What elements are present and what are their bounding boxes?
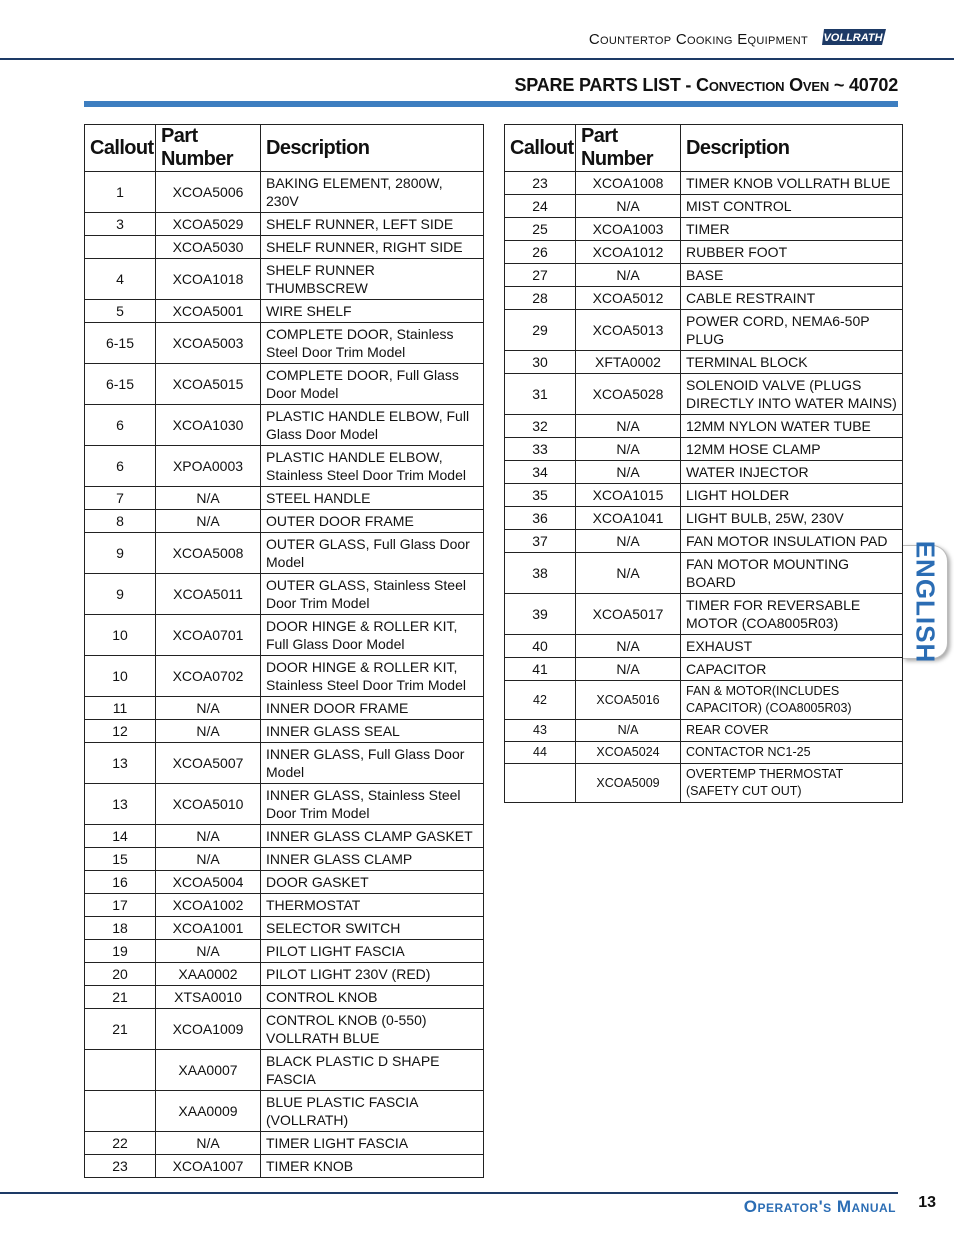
callout-cell: 15 (85, 848, 156, 871)
table-row (85, 1155, 484, 1178)
callout-cell: 44 (505, 742, 576, 764)
callout-cell: 10 (85, 615, 156, 656)
part-number-cell: XPOA0003 (156, 446, 261, 487)
description-header: Description (681, 125, 903, 172)
part-number-cell: N/A (576, 553, 681, 594)
callout-cell (85, 1050, 156, 1091)
part-number-cell: XCOA0702 (156, 656, 261, 697)
table-row (85, 986, 484, 1009)
description-cell: BAKING ELEMENT, 2800W, 230V (261, 172, 484, 213)
callout-cell: 42 (505, 681, 576, 720)
parts-table-left-body (85, 172, 484, 1178)
description-cell: PLASTIC HANDLE ELBOW, Full Glass Door Model (261, 405, 484, 446)
logo-text: VOLLRATH (823, 32, 883, 44)
description-cell: THERMOSTAT (261, 894, 484, 917)
callout-cell: 41 (505, 658, 576, 681)
description-cell: DOOR HINGE & ROLLER KIT, Full Glass Door Model (261, 615, 484, 656)
description-cell: SHELF RUNNER, LEFT SIDE (261, 213, 484, 236)
description-cell: COMPLETE DOOR, Full Glass Door Model (261, 364, 484, 405)
description-cell: PLASTIC HANDLE ELBOW, Stainless Steel Door Trim Model (261, 446, 484, 487)
description-cell: REAR COVER (681, 720, 903, 742)
table-row (85, 1091, 484, 1132)
description-cell: BLACK PLASTIC D SHAPE FASCIA (261, 1050, 484, 1091)
header-rule (0, 58, 954, 60)
description-cell: TERMINAL BLOCK (681, 351, 903, 374)
table-row (85, 963, 484, 986)
description-cell: INNER GLASS CLAMP (261, 848, 484, 871)
part-number-cell: XCOA5028 (576, 374, 681, 415)
description-cell: TIMER FOR REVERSABLE MOTOR (COA8005R03) (681, 594, 903, 635)
part-number-cell: N/A (576, 195, 681, 218)
description-cell: WIRE SHELF (261, 300, 484, 323)
table-row (505, 764, 903, 803)
callout-cell: 34 (505, 461, 576, 484)
part-number-cell: N/A (156, 1132, 261, 1155)
part-number-cell: XFTA0002 (576, 351, 681, 374)
description-cell: INNER GLASS SEAL (261, 720, 484, 743)
part-number-cell: XCOA1007 (156, 1155, 261, 1178)
callout-cell: 12 (85, 720, 156, 743)
part-number-cell: N/A (576, 658, 681, 681)
part-number-cell: XCOA1009 (156, 1009, 261, 1050)
description-cell: CONTROL KNOB (0-550) VOLLRATH BLUE (261, 1009, 484, 1050)
callout-cell: 9 (85, 533, 156, 574)
description-cell: FAN MOTOR MOUNTING BOARD (681, 553, 903, 594)
table-row (505, 635, 903, 658)
callout-cell: 21 (85, 986, 156, 1009)
table-row (505, 594, 903, 635)
callout-cell: 24 (505, 195, 576, 218)
description-cell: TIMER KNOB (261, 1155, 484, 1178)
table-row (85, 656, 484, 697)
part-number-cell: XCOA1018 (156, 259, 261, 300)
table-row (505, 241, 903, 264)
part-number-cell: N/A (576, 530, 681, 553)
part-number-cell: XCOA1001 (156, 917, 261, 940)
callout-cell: 7 (85, 487, 156, 510)
parts-table-right-body (505, 172, 903, 803)
part-number-cell: XCOA1030 (156, 405, 261, 446)
callout-cell: 23 (505, 172, 576, 195)
callout-cell: 13 (85, 784, 156, 825)
table-row (85, 533, 484, 574)
callout-cell: 6 (85, 446, 156, 487)
callout-cell: 3 (85, 213, 156, 236)
description-cell: SHELF RUNNER, RIGHT SIDE (261, 236, 484, 259)
table-row (505, 195, 903, 218)
table-row (505, 484, 903, 507)
table-row (85, 940, 484, 963)
description-cell: 12MM NYLON WATER TUBE (681, 415, 903, 438)
part-number-cell: XCOA5003 (156, 323, 261, 364)
table-row (85, 510, 484, 533)
part-number-cell: XCOA1015 (576, 484, 681, 507)
part-number-cell: XAA0002 (156, 963, 261, 986)
description-cell: TIMER LIGHT FASCIA (261, 1132, 484, 1155)
part-number-cell: XCOA1008 (576, 172, 681, 195)
description-cell: STEEL HANDLE (261, 487, 484, 510)
part-number-cell: XTSA0010 (156, 986, 261, 1009)
description-cell: SELECTOR SWITCH (261, 917, 484, 940)
callout-cell: 14 (85, 825, 156, 848)
table-row (85, 871, 484, 894)
callout-cell: 29 (505, 310, 576, 351)
table-row (85, 697, 484, 720)
table-row (505, 415, 903, 438)
callout-cell: 33 (505, 438, 576, 461)
table-row (505, 507, 903, 530)
table-row (505, 720, 903, 742)
table-row (505, 658, 903, 681)
description-cell: CABLE RESTRAINT (681, 287, 903, 310)
part-number-cell: XCOA5024 (576, 742, 681, 764)
callout-cell: 36 (505, 507, 576, 530)
part-number-header: Part Number (576, 125, 681, 172)
part-number-cell: N/A (576, 438, 681, 461)
callout-cell: 43 (505, 720, 576, 742)
title-prefix: SPARE PARTS LIST - (514, 75, 697, 95)
part-number-cell: XCOA5015 (156, 364, 261, 405)
description-cell: BLUE PLASTIC FASCIA (VOLLRATH) (261, 1091, 484, 1132)
callout-cell: 21 (85, 1009, 156, 1050)
callout-cell: 32 (505, 415, 576, 438)
part-number-cell: XCOA5006 (156, 172, 261, 213)
table-row (85, 364, 484, 405)
part-number-cell: XCOA5016 (576, 681, 681, 720)
table-row (85, 213, 484, 236)
description-cell: WATER INJECTOR (681, 461, 903, 484)
table-row (505, 218, 903, 241)
parts-table-right (504, 124, 903, 803)
part-number-header: Part Number (156, 125, 261, 172)
part-number-cell: N/A (156, 940, 261, 963)
part-number-cell: XCOA1003 (576, 218, 681, 241)
callout-cell: 16 (85, 871, 156, 894)
title-name: Convection Oven (696, 75, 830, 95)
part-number-cell: N/A (156, 487, 261, 510)
table-row (85, 1050, 484, 1091)
table-row (85, 784, 484, 825)
part-number-cell: N/A (156, 720, 261, 743)
description-cell: DOOR GASKET (261, 871, 484, 894)
footer-text: Operator's Manual (743, 1197, 896, 1216)
table-row (85, 236, 484, 259)
description-cell: OUTER GLASS, Full Glass Door Model (261, 533, 484, 574)
callout-cell: 25 (505, 218, 576, 241)
callout-cell: 37 (505, 530, 576, 553)
table-row (85, 574, 484, 615)
callout-cell: 6 (85, 405, 156, 446)
table-row (505, 172, 903, 195)
table-row (85, 1132, 484, 1155)
table-row (505, 681, 903, 720)
description-cell: INNER DOOR FRAME (261, 697, 484, 720)
description-cell: TIMER KNOB VOLLRATH BLUE (681, 172, 903, 195)
table-row (85, 743, 484, 784)
callout-cell: 23 (85, 1155, 156, 1178)
callout-cell: 5 (85, 300, 156, 323)
callout-cell (85, 236, 156, 259)
table-row (505, 264, 903, 287)
callout-cell: 19 (85, 940, 156, 963)
table-row (85, 446, 484, 487)
callout-cell: 38 (505, 553, 576, 594)
callout-cell: 1 (85, 172, 156, 213)
callout-cell: 30 (505, 351, 576, 374)
callout-cell: 17 (85, 894, 156, 917)
callout-cell: 13 (85, 743, 156, 784)
title-suffix: ~ 40702 (829, 75, 898, 95)
description-cell: FAN MOTOR INSULATION PAD (681, 530, 903, 553)
callout-cell: 8 (85, 510, 156, 533)
parts-table-left (84, 124, 484, 1178)
table-row (505, 438, 903, 461)
table-row (505, 351, 903, 374)
description-cell: INNER GLASS, Stainless Steel Door Trim Model (261, 784, 484, 825)
table-row (85, 917, 484, 940)
description-cell: 12MM HOSE CLAMP (681, 438, 903, 461)
part-number-cell: XCOA5007 (156, 743, 261, 784)
table-row (505, 553, 903, 594)
part-number-cell: N/A (576, 720, 681, 742)
part-number-cell: N/A (576, 635, 681, 658)
table-row (85, 615, 484, 656)
description-cell: OVERTEMP THERMOSTAT (SAFETY CUT OUT) (681, 764, 903, 803)
description-cell: CONTROL KNOB (261, 986, 484, 1009)
callout-cell: 31 (505, 374, 576, 415)
callout-cell: 28 (505, 287, 576, 310)
header-text: Countertop Cooking Equipment (588, 31, 808, 48)
description-cell: LIGHT BULB, 25W, 230V (681, 507, 903, 530)
part-number-cell: XCOA5030 (156, 236, 261, 259)
part-number-cell: N/A (156, 825, 261, 848)
part-number-cell: N/A (576, 415, 681, 438)
table-row (85, 405, 484, 446)
description-cell: TIMER (681, 218, 903, 241)
table-row (85, 894, 484, 917)
page-title (514, 75, 898, 96)
part-number-cell: XCOA5010 (156, 784, 261, 825)
part-number-cell: XCOA5011 (156, 574, 261, 615)
callout-cell: 6-15 (85, 364, 156, 405)
description-cell: SHELF RUNNER THUMBSCREW (261, 259, 484, 300)
part-number-cell: N/A (576, 264, 681, 287)
table-row (505, 742, 903, 764)
page-number: 13 (918, 1194, 936, 1211)
callout-cell: 40 (505, 635, 576, 658)
table-row (85, 172, 484, 213)
description-cell: CONTACTOR NC1-25 (681, 742, 903, 764)
part-number-cell: N/A (156, 510, 261, 533)
part-number-cell: XCOA5029 (156, 213, 261, 236)
language-tab[interactable] (903, 540, 948, 664)
callout-cell: 11 (85, 697, 156, 720)
part-number-cell: XCOA1041 (576, 507, 681, 530)
table-row (505, 374, 903, 415)
table-row (505, 461, 903, 484)
description-cell: FAN & MOTOR(INCLUDES CAPACITOR) (COA8005R03) (681, 681, 903, 720)
part-number-cell: N/A (156, 697, 261, 720)
part-number-cell: XCOA5013 (576, 310, 681, 351)
description-cell: MIST CONTROL (681, 195, 903, 218)
callout-cell (505, 764, 576, 803)
table-row (85, 825, 484, 848)
table-row (85, 259, 484, 300)
footer-rule (0, 1192, 898, 1194)
part-number-cell: XCOA5008 (156, 533, 261, 574)
table-row (85, 300, 484, 323)
description-cell: BASE (681, 264, 903, 287)
callout-cell: 9 (85, 574, 156, 615)
vollrath-logo (820, 27, 890, 47)
callout-cell: 4 (85, 259, 156, 300)
callout-cell: 10 (85, 656, 156, 697)
callout-cell: 35 (505, 484, 576, 507)
callout-cell: 27 (505, 264, 576, 287)
table-row (85, 323, 484, 364)
part-number-cell: XAA0007 (156, 1050, 261, 1091)
callout-cell: 39 (505, 594, 576, 635)
table-row (85, 1009, 484, 1050)
part-number-cell: N/A (156, 848, 261, 871)
description-cell: EXHAUST (681, 635, 903, 658)
callout-header: Callout (85, 125, 156, 172)
part-number-cell: XCOA0701 (156, 615, 261, 656)
description-cell: INNER GLASS, Full Glass Door Model (261, 743, 484, 784)
table-header-row (85, 125, 484, 172)
title-bar (84, 101, 898, 107)
part-number-cell: XCOA1002 (156, 894, 261, 917)
description-cell: SOLENOID VALVE (PLUGS DIRECTLY INTO WATER MAINS) (681, 374, 903, 415)
part-number-cell: XCOA5001 (156, 300, 261, 323)
table-row (85, 848, 484, 871)
description-cell: LIGHT HOLDER (681, 484, 903, 507)
description-cell: OUTER GLASS, Stainless Steel Door Trim Model (261, 574, 484, 615)
table-row (85, 487, 484, 510)
table-row (85, 720, 484, 743)
table-row (505, 287, 903, 310)
part-number-cell: XCOA5012 (576, 287, 681, 310)
table-row (505, 530, 903, 553)
table-header-row (505, 125, 903, 172)
part-number-cell: N/A (576, 461, 681, 484)
callout-cell: 6-15 (85, 323, 156, 364)
description-cell: PILOT LIGHT FASCIA (261, 940, 484, 963)
callout-header: Callout (505, 125, 576, 172)
description-cell: RUBBER FOOT (681, 241, 903, 264)
part-number-cell: XCOA5009 (576, 764, 681, 803)
table-row (505, 310, 903, 351)
part-number-cell: XCOA1012 (576, 241, 681, 264)
description-cell: INNER GLASS CLAMP GASKET (261, 825, 484, 848)
part-number-cell: XCOA5017 (576, 594, 681, 635)
callout-cell: 22 (85, 1132, 156, 1155)
callout-cell: 26 (505, 241, 576, 264)
description-cell: DOOR HINGE & ROLLER KIT, Stainless Steel Door Trim Model (261, 656, 484, 697)
language-tab-label: ENGLISH (910, 540, 941, 664)
part-number-cell: XAA0009 (156, 1091, 261, 1132)
description-cell: CAPACITOR (681, 658, 903, 681)
description-cell: POWER CORD, NEMA6-50P PLUG (681, 310, 903, 351)
callout-cell: 20 (85, 963, 156, 986)
description-cell: OUTER DOOR FRAME (261, 510, 484, 533)
description-header: Description (261, 125, 484, 172)
callout-cell (85, 1091, 156, 1132)
description-cell: COMPLETE DOOR, Stainless Steel Door Trim Model (261, 323, 484, 364)
part-number-cell: XCOA5004 (156, 871, 261, 894)
description-cell: PILOT LIGHT 230V (RED) (261, 963, 484, 986)
callout-cell: 18 (85, 917, 156, 940)
